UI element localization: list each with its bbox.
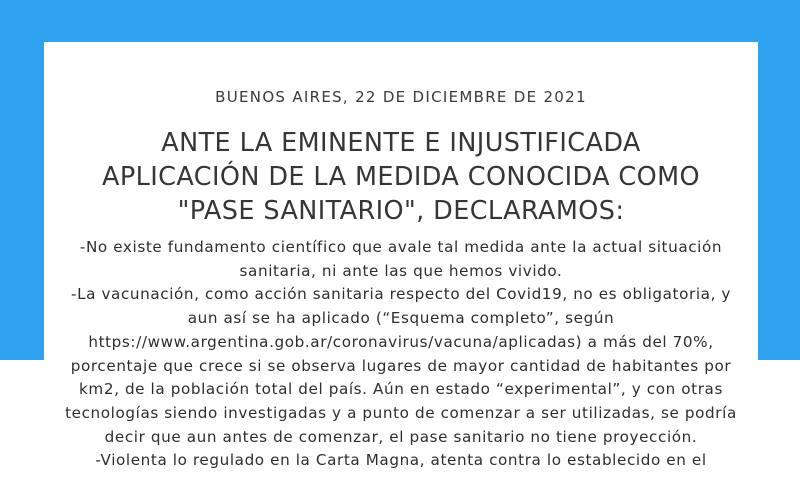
body-line: tecnologías siendo investigadas y a punto de comenzar a ser utilizadas, se podría (65, 403, 737, 422)
body-line: km2, de la población total del país. Aún en estado “experimental”, y con otras (79, 380, 723, 399)
body-line: aun así se ha aplicado (“Esquema completo”, según (187, 309, 615, 328)
body-text (44, 236, 758, 473)
headline-line: "PASE SANITARIO", DECLARAMOS: (177, 196, 625, 226)
body-line: decir que aun antes de comenzar, el pase sanitario no tiene proyección. (104, 427, 698, 446)
headline (44, 126, 758, 228)
body-line: -No existe fundamento científico que avale tal medida ante la actual situación (79, 238, 723, 256)
body-line: -Violenta lo regulado en la Carta Magna, atenta contra lo establecido en el (95, 451, 707, 470)
body-line: sanitaria, ni ante las que hemos vivido. (239, 261, 563, 280)
headline-line: APLICACIÓN DE LA MEDIDA CONOCIDA COMO (102, 162, 700, 192)
body-line-link: https://www.argentina.gob.ar/coronavirus/vacuna/aplicadas) a más del 70%, (88, 332, 714, 351)
dateline: BUENOS AIRES, 22 DE DICIEMBRE DE 2021 (215, 88, 587, 106)
body-line: -La vacunación, como acción sanitaria respecto del Covid19, no es obligatoria, y (70, 285, 731, 304)
document-card (44, 42, 758, 488)
headline-line: ANTE LA EMINENTE E INJUSTIFICADA (161, 128, 641, 158)
body-line: porcentaje que crece si se observa lugares de mayor cantidad de habitantes por (70, 356, 732, 375)
